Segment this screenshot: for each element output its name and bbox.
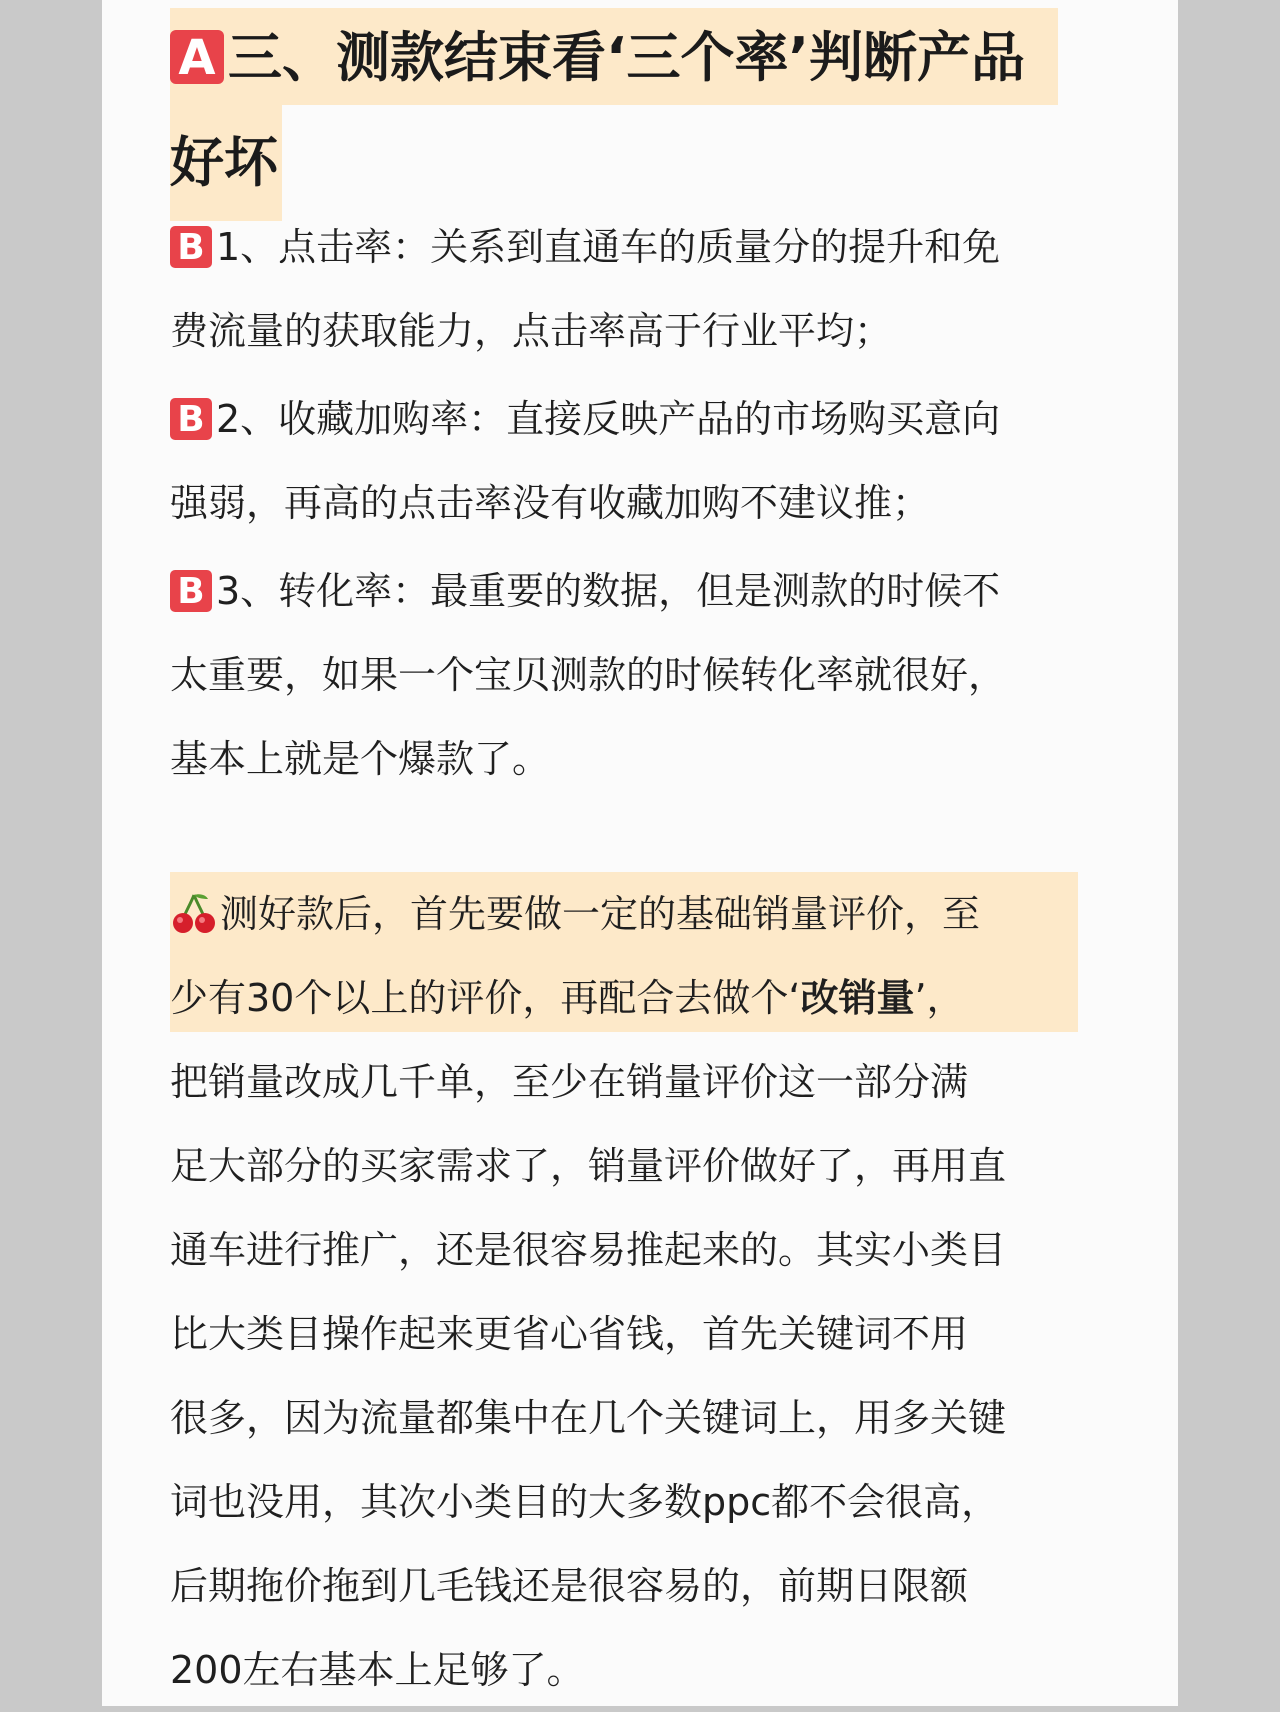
tip-bold-text: 改销量 xyxy=(800,976,915,1020)
heading-line-1 xyxy=(170,8,1058,105)
item-line: 太重要，如果一个宝贝测款的时候转化率就很好， xyxy=(170,653,1007,697)
item-line: 强弱，再高的点击率没有收藏加购不建议推； xyxy=(170,481,931,525)
section-heading xyxy=(170,8,1058,221)
tip-line: 比大类目操作起来更省心省钱，首先关键词不用 xyxy=(170,1312,969,1356)
tip-text: 测好款后，首先要做一定的基础销量评价，至 xyxy=(220,892,981,936)
cherry-icon xyxy=(170,891,218,935)
tip-line: 词也没用，其次小类目的大多数ppc都不会很高， xyxy=(170,1480,1000,1524)
document-page xyxy=(102,0,1178,1706)
heading-text-1: 三、测款结束看‘三个率’判断产品 xyxy=(228,26,1026,89)
tip-line xyxy=(170,872,1130,956)
item-line xyxy=(170,377,1130,461)
item-line xyxy=(170,549,1130,633)
badge-b-icon: B xyxy=(170,398,212,440)
tip-line xyxy=(170,956,1130,1040)
tip-text: 少有30个以上的评价，再配合去做个‘ xyxy=(170,976,801,1020)
tip-line: 通车进行推广，还是很容易推起来的。其实小类目 xyxy=(170,1228,1007,1272)
tip-text: ’， xyxy=(914,976,965,1020)
badge-b-icon: B xyxy=(170,570,212,612)
item-line: 费流量的获取能力，点击率高于行业平均； xyxy=(170,309,893,353)
tip-line: 把销量改成几千单，至少在销量评价这一部分满 xyxy=(170,1060,969,1104)
heading-line-2: 好坏 xyxy=(170,105,282,221)
item-text: 2、收藏加购率：直接反映产品的市场购买意向 xyxy=(216,397,1001,441)
badge-a-icon: A xyxy=(170,30,224,84)
tip-line: 后期拖价拖到几毛钱还是很容易的，前期日限额 xyxy=(170,1564,969,1608)
tip-paragraph xyxy=(170,872,1130,1712)
item-add-to-cart-rate xyxy=(170,377,1130,545)
tip-line: 足大部分的买家需求了，销量评价做好了，再用直 xyxy=(170,1144,1007,1188)
tip-line: 很多，因为流量都集中在几个关键词上，用多关键 xyxy=(170,1396,1007,1440)
item-line xyxy=(170,205,1130,289)
item-conversion-rate xyxy=(170,549,1130,801)
item-line: 基本上就是个爆款了。 xyxy=(170,737,551,781)
badge-b-icon: B xyxy=(170,226,212,268)
tip-line: 200左右基本上足够了。 xyxy=(170,1648,585,1692)
item-text: 1、点击率：关系到直通车的质量分的提升和免 xyxy=(216,225,1001,269)
item-text: 3、转化率：最重要的数据，但是测款的时候不 xyxy=(216,569,1001,613)
item-click-rate xyxy=(170,205,1130,373)
